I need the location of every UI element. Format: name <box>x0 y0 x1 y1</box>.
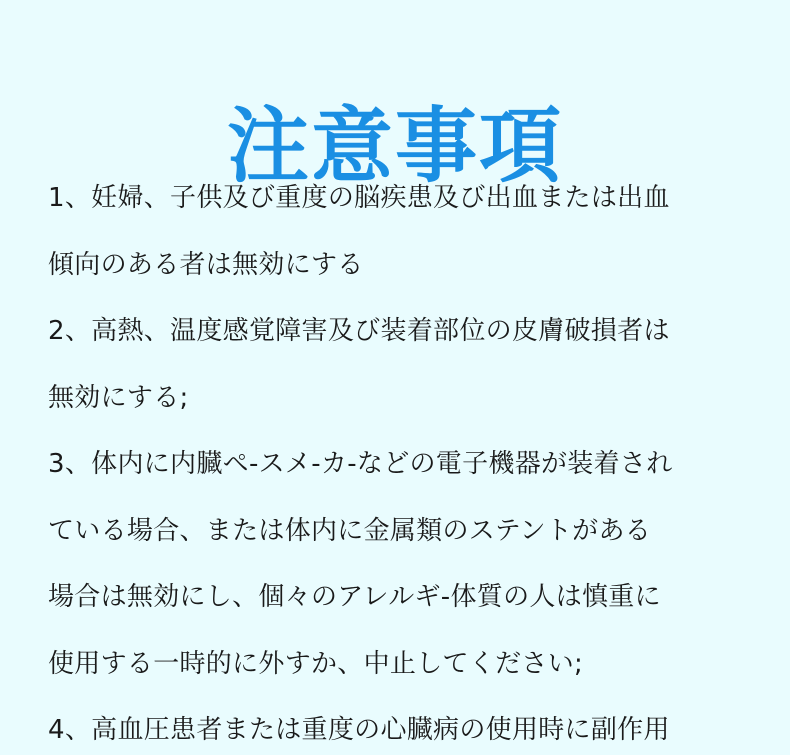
precaution-line: 2、高熱、温度感覚障害及び装着部位の皮膚破損者は <box>48 316 670 346</box>
precaution-line: 傾向のある者は無効にする <box>48 249 364 280</box>
precaution-line: 無効にする; <box>48 382 189 413</box>
precaution-line: 1、妊婦、子供及び重度の脳疾患及び出血または出血 <box>48 183 670 213</box>
precaution-line: 4、高血圧患者または重度の心臓病の使用時に副作用 <box>48 715 670 745</box>
page-title: 注意事項 <box>226 98 563 194</box>
precaution-line: 3、体内に内臓ペ-スメ-カ-などの電子機器が装着され <box>48 449 673 479</box>
precautions-list <box>48 171 748 755</box>
precaution-line: 場合は無効にし、個々のアレルギ-体質の人は慎重に <box>48 582 661 612</box>
precaution-line: ている場合、または体内に金属類のステントがある <box>48 515 652 546</box>
precaution-line: 使用する一時的に外すか、中止してください; <box>48 648 584 679</box>
